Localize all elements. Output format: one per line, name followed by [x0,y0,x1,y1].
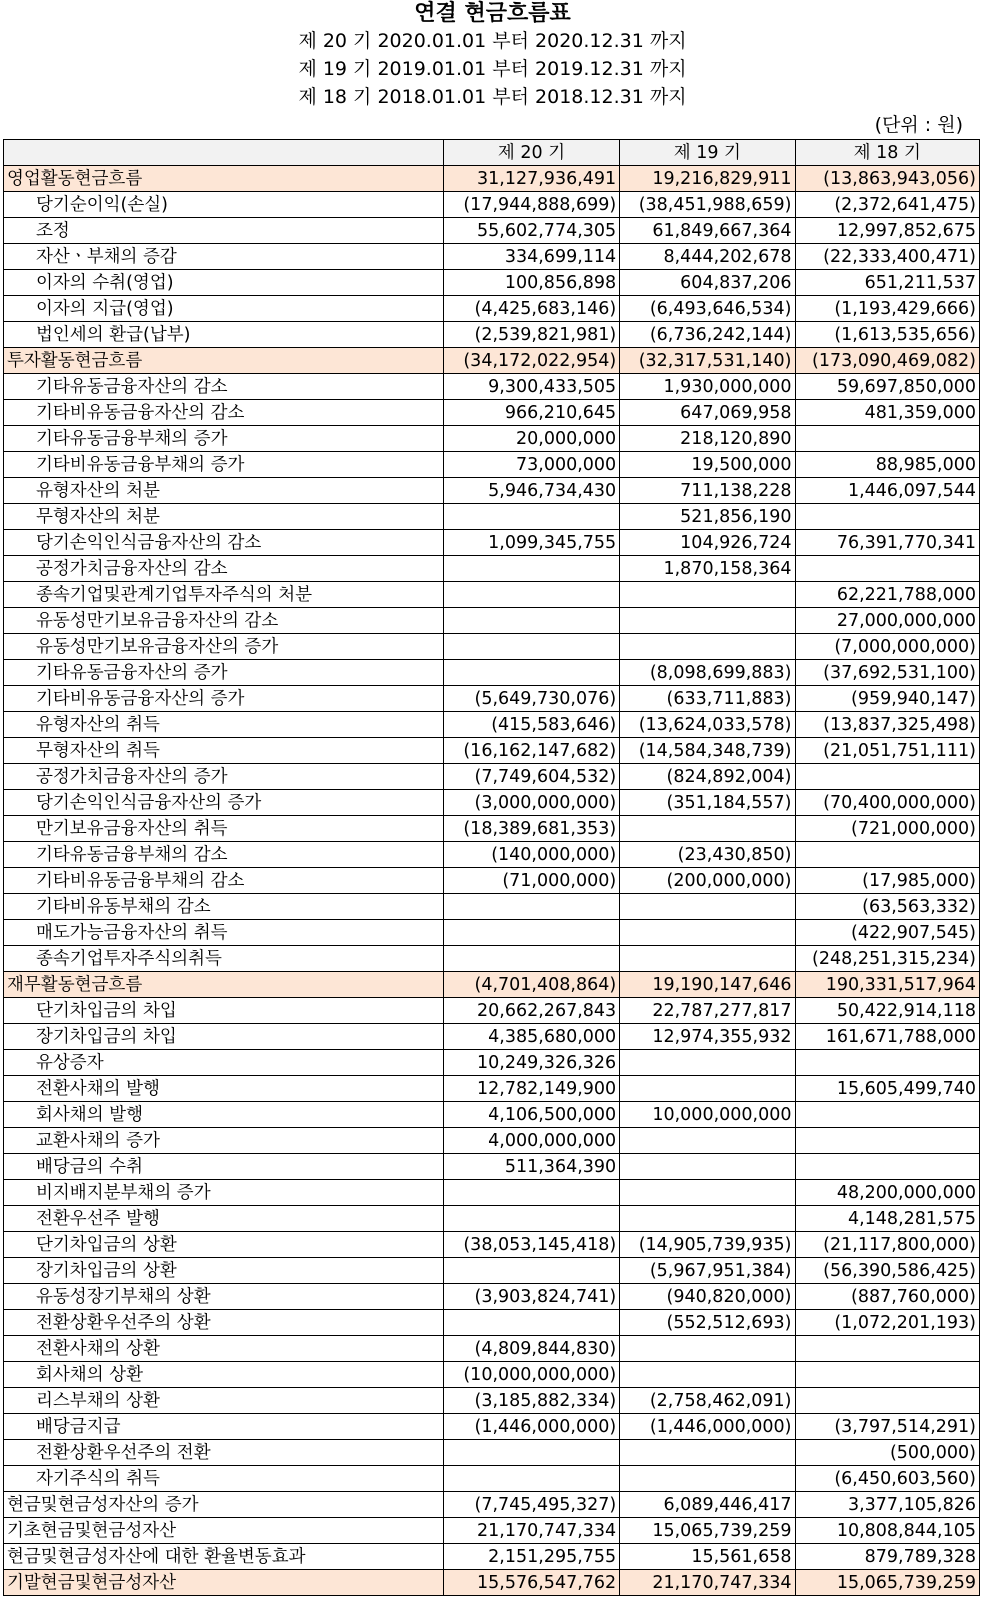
table-row [4,1492,980,1518]
value-period-20 [443,1180,619,1206]
row-label: 회사채의 상환 [4,1362,444,1388]
value-period-18: 76,391,770,341 [795,530,979,556]
value-period-20: (7,745,495,327) [443,1492,619,1518]
value-period-18: (21,051,751,111) [795,738,979,764]
value-period-19 [620,634,795,660]
table-row [4,400,980,426]
value-period-20: (3,903,824,741) [443,1284,619,1310]
row-label: 무형자산의 처분 [4,504,444,530]
value-period-18 [795,426,979,452]
row-label: 공정가치금융자산의 감소 [4,556,444,582]
value-period-18: 59,697,850,000 [795,374,979,400]
value-period-19 [620,1128,795,1154]
row-label: 리스부채의 상환 [4,1388,444,1414]
table-row [4,582,980,608]
value-period-18: (7,000,000,000) [795,634,979,660]
row-label: 만기보유금융자산의 취득 [4,816,444,842]
value-period-19 [620,1050,795,1076]
value-period-19: 19,190,147,646 [620,972,795,998]
value-period-18: (2,372,641,475) [795,192,979,218]
table-row [4,1102,980,1128]
value-period-19: (200,000,000) [620,868,795,894]
row-label: 이자의 수취(영업) [4,270,444,296]
row-label: 기말현금및현금성자산 [4,1570,444,1596]
value-period-18: (887,760,000) [795,1284,979,1310]
value-period-20: 100,856,898 [443,270,619,296]
table-row [4,972,980,998]
table-header-row [4,140,980,166]
table-row [4,868,980,894]
table-row [4,1544,980,1570]
table-row [4,920,980,946]
value-period-19: (32,317,531,140) [620,348,795,374]
value-period-19: 12,974,355,932 [620,1024,795,1050]
table-row [4,478,980,504]
value-period-20: 20,662,267,843 [443,998,619,1024]
table-row [4,374,980,400]
table-row [4,1570,980,1596]
value-period-18: (70,400,000,000) [795,790,979,816]
value-period-19: 647,069,958 [620,400,795,426]
table-row [4,998,980,1024]
row-label: 기타비유동금융부채의 감소 [4,868,444,894]
value-period-18 [795,556,979,582]
value-period-19: 604,837,206 [620,270,795,296]
value-period-19 [620,1336,795,1362]
value-period-20: (140,000,000) [443,842,619,868]
value-period-20: (7,749,604,532) [443,764,619,790]
value-period-19: (940,820,000) [620,1284,795,1310]
value-period-20 [443,1258,619,1284]
row-label: 전환사채의 발행 [4,1076,444,1102]
table-row [4,842,980,868]
value-period-18: 1,446,097,544 [795,478,979,504]
table-row [4,1050,980,1076]
value-period-18: (21,117,800,000) [795,1232,979,1258]
table-row [4,1284,980,1310]
row-label: 자산ㆍ부채의 증감 [4,244,444,270]
value-period-18: (248,251,315,234) [795,946,979,972]
cash-flow-table [3,139,980,1596]
row-label: 유형자산의 취득 [4,712,444,738]
value-period-18: 481,359,000 [795,400,979,426]
table-row [4,192,980,218]
table-row [4,1440,980,1466]
value-period-18: (1,613,535,656) [795,322,979,348]
row-label: 기타유동금융부채의 감소 [4,842,444,868]
value-period-18: (1,193,429,666) [795,296,979,322]
row-label: 기타비유동금융자산의 증가 [4,686,444,712]
value-period-19: (633,711,883) [620,686,795,712]
table-row [4,1310,980,1336]
value-period-20: (10,000,000,000) [443,1362,619,1388]
row-label: 기초현금및현금성자산 [4,1518,444,1544]
table-row [4,556,980,582]
value-period-20: 55,602,774,305 [443,218,619,244]
value-period-20 [443,1440,619,1466]
header-period-19: 제 19 기 [620,140,795,166]
value-period-20: (16,162,147,682) [443,738,619,764]
unit-label: (단위 : 원) [874,114,963,136]
row-label: 배당금지급 [4,1414,444,1440]
table-row [4,1362,980,1388]
value-period-20 [443,608,619,634]
table-row [4,1258,980,1284]
table-row [4,1388,980,1414]
value-period-20: 31,127,936,491 [443,166,619,192]
table-row [4,348,980,374]
row-label: 유동성장기부채의 상환 [4,1284,444,1310]
value-period-20 [443,634,619,660]
table-row [4,1128,980,1154]
value-period-18: 50,422,914,118 [795,998,979,1024]
value-period-18: (37,692,531,100) [795,660,979,686]
value-period-20: 966,210,645 [443,400,619,426]
value-period-20: (17,944,888,699) [443,192,619,218]
value-period-20: 12,782,149,900 [443,1076,619,1102]
row-label: 유동성만기보유금융자산의 증가 [4,634,444,660]
row-label: 이자의 지급(영업) [4,296,444,322]
value-period-18: 88,985,000 [795,452,979,478]
row-label: 영업활동현금흐름 [4,166,444,192]
table-row [4,790,980,816]
value-period-19: 1,930,000,000 [620,374,795,400]
value-period-19: (6,493,646,534) [620,296,795,322]
value-period-19: (13,624,033,578) [620,712,795,738]
value-period-18 [795,1128,979,1154]
value-period-18 [795,1388,979,1414]
value-period-18: (1,072,201,193) [795,1310,979,1336]
period-line-18: 제 18 기 2018.01.01 부터 2018.12.31 까지 [298,86,687,108]
row-label: 조정 [4,218,444,244]
value-period-19: 22,787,277,817 [620,998,795,1024]
value-period-18: 161,671,788,000 [795,1024,979,1050]
value-period-19: 19,500,000 [620,452,795,478]
table-row [4,634,980,660]
table-row [4,660,980,686]
value-period-19: 8,444,202,678 [620,244,795,270]
value-period-19 [620,1076,795,1102]
value-period-20: 4,385,680,000 [443,1024,619,1050]
value-period-19: (5,967,951,384) [620,1258,795,1284]
row-label: 종속기업투자주식의취득 [4,946,444,972]
value-period-19: 1,870,158,364 [620,556,795,582]
table-row [4,764,980,790]
header-period-20: 제 20 기 [443,140,619,166]
row-label: 종속기업및관계기업투자주식의 처분 [4,582,444,608]
row-label: 기타유동금융자산의 감소 [4,374,444,400]
value-period-19: (38,451,988,659) [620,192,795,218]
row-label: 공정가치금융자산의 증가 [4,764,444,790]
value-period-19: (2,758,462,091) [620,1388,795,1414]
row-label: 교환사채의 증가 [4,1128,444,1154]
row-label: 기타비유동부채의 감소 [4,894,444,920]
value-period-20: (415,583,646) [443,712,619,738]
table-row [4,452,980,478]
header-label-column [4,140,444,166]
value-period-19: (1,446,000,000) [620,1414,795,1440]
row-label: 유상증자 [4,1050,444,1076]
value-period-20: 15,576,547,762 [443,1570,619,1596]
value-period-19: (8,098,699,883) [620,660,795,686]
value-period-20: (71,000,000) [443,868,619,894]
row-label: 투자활동현금흐름 [4,348,444,374]
row-label: 당기손익인식금융자산의 증가 [4,790,444,816]
value-period-18: 15,605,499,740 [795,1076,979,1102]
value-period-18: (17,985,000) [795,868,979,894]
value-period-19 [620,1206,795,1232]
value-period-20 [443,1310,619,1336]
row-label: 장기차입금의 상환 [4,1258,444,1284]
value-period-19: 15,065,739,259 [620,1518,795,1544]
header-period-18: 제 18 기 [795,140,979,166]
value-period-20 [443,1206,619,1232]
value-period-19 [620,1466,795,1492]
value-period-18 [795,504,979,530]
value-period-19 [620,1440,795,1466]
row-label: 기타비유동금융자산의 감소 [4,400,444,426]
value-period-18 [795,764,979,790]
table-row [4,1180,980,1206]
row-label: 기타유동금융부채의 증가 [4,426,444,452]
value-period-18: (63,563,332) [795,894,979,920]
value-period-18: 4,148,281,575 [795,1206,979,1232]
row-label: 전환우선주 발행 [4,1206,444,1232]
row-label: 기타유동금융자산의 증가 [4,660,444,686]
value-period-19: (23,430,850) [620,842,795,868]
value-period-18: (6,450,603,560) [795,1466,979,1492]
table-row [4,244,980,270]
value-period-19: 218,120,890 [620,426,795,452]
value-period-20: 4,000,000,000 [443,1128,619,1154]
value-period-19 [620,582,795,608]
value-period-18: (3,797,514,291) [795,1414,979,1440]
value-period-20: 20,000,000 [443,426,619,452]
value-period-18: 651,211,537 [795,270,979,296]
value-period-20: 73,000,000 [443,452,619,478]
table-row [4,608,980,634]
value-period-19: (14,905,739,935) [620,1232,795,1258]
value-period-20: (34,172,022,954) [443,348,619,374]
value-period-18: (721,000,000) [795,816,979,842]
table-row [4,1518,980,1544]
row-label: 장기차입금의 차입 [4,1024,444,1050]
value-period-20 [443,504,619,530]
row-label: 현금및현금성자산에 대한 환율변동효과 [4,1544,444,1570]
row-label: 자기주식의 취득 [4,1466,444,1492]
value-period-20: 21,170,747,334 [443,1518,619,1544]
value-period-18 [795,1154,979,1180]
table-row [4,738,980,764]
value-period-18: 62,221,788,000 [795,582,979,608]
value-period-19 [620,946,795,972]
value-period-20: (18,389,681,353) [443,816,619,842]
row-label: 법인세의 환급(납부) [4,322,444,348]
table-row [4,530,980,556]
value-period-19: 521,856,190 [620,504,795,530]
value-period-20: 10,249,326,326 [443,1050,619,1076]
table-row [4,270,980,296]
row-label: 매도가능금융자산의 취득 [4,920,444,946]
value-period-18: (959,940,147) [795,686,979,712]
table-row [4,1414,980,1440]
value-period-19: 21,170,747,334 [620,1570,795,1596]
table-row [4,166,980,192]
value-period-18: (13,837,325,498) [795,712,979,738]
value-period-18: 12,997,852,675 [795,218,979,244]
table-row [4,296,980,322]
value-period-18 [795,1336,979,1362]
table-row [4,946,980,972]
value-period-18: 48,200,000,000 [795,1180,979,1206]
period-line-19: 제 19 기 2019.01.01 부터 2019.12.31 까지 [298,58,687,80]
row-label: 배당금의 수취 [4,1154,444,1180]
value-period-19: 61,849,667,364 [620,218,795,244]
value-period-20: 5,946,734,430 [443,478,619,504]
table-row [4,1466,980,1492]
table-row [4,1336,980,1362]
row-label: 재무활동현금흐름 [4,972,444,998]
value-period-19 [620,816,795,842]
value-period-20: 4,106,500,000 [443,1102,619,1128]
table-row [4,322,980,348]
value-period-20 [443,556,619,582]
value-period-19: 6,089,446,417 [620,1492,795,1518]
value-period-18: (13,863,943,056) [795,166,979,192]
value-period-20: (4,425,683,146) [443,296,619,322]
value-period-19: (6,736,242,144) [620,322,795,348]
value-period-19 [620,1154,795,1180]
value-period-19 [620,894,795,920]
row-label: 전환사채의 상환 [4,1336,444,1362]
value-period-19: (14,584,348,739) [620,738,795,764]
table-row [4,816,980,842]
value-period-18: (422,907,545) [795,920,979,946]
value-period-19 [620,608,795,634]
row-label: 기타비유동금융부채의 증가 [4,452,444,478]
value-period-18 [795,1102,979,1128]
table-row [4,504,980,530]
row-label: 무형자산의 취득 [4,738,444,764]
value-period-20: (5,649,730,076) [443,686,619,712]
value-period-18: 879,789,328 [795,1544,979,1570]
value-period-18: (56,390,586,425) [795,1258,979,1284]
value-period-20: 511,364,390 [443,1154,619,1180]
row-label: 당기순이익(손실) [4,192,444,218]
value-period-19 [620,920,795,946]
value-period-20 [443,582,619,608]
row-label: 단기차입금의 차입 [4,998,444,1024]
value-period-18 [795,1362,979,1388]
table-row [4,1024,980,1050]
value-period-20: 9,300,433,505 [443,374,619,400]
value-period-20: (2,539,821,981) [443,322,619,348]
row-label: 현금및현금성자산의 증가 [4,1492,444,1518]
row-label: 유형자산의 처분 [4,478,444,504]
table-row [4,218,980,244]
value-period-20 [443,894,619,920]
table-body [4,166,980,1596]
value-period-18 [795,1050,979,1076]
value-period-20: 2,151,295,755 [443,1544,619,1570]
value-period-18: 27,000,000,000 [795,608,979,634]
row-label: 당기손익인식금융자산의 감소 [4,530,444,556]
value-period-20: (3,185,882,334) [443,1388,619,1414]
table-row [4,686,980,712]
value-period-20 [443,660,619,686]
value-period-19: (552,512,693) [620,1310,795,1336]
value-period-20 [443,920,619,946]
table-row [4,1232,980,1258]
table-row [4,712,980,738]
value-period-18: (22,333,400,471) [795,244,979,270]
value-period-20: 334,699,114 [443,244,619,270]
row-label: 비지배지분부채의 증가 [4,1180,444,1206]
value-period-20: (3,000,000,000) [443,790,619,816]
table-row [4,1206,980,1232]
value-period-20 [443,1466,619,1492]
value-period-19 [620,1362,795,1388]
value-period-18: 10,808,844,105 [795,1518,979,1544]
table-row [4,1076,980,1102]
value-period-18: 190,331,517,964 [795,972,979,998]
table-row [4,426,980,452]
row-label: 회사채의 발행 [4,1102,444,1128]
value-period-19: 10,000,000,000 [620,1102,795,1128]
value-period-20: (38,053,145,418) [443,1232,619,1258]
value-period-20: 1,099,345,755 [443,530,619,556]
value-period-19: 104,926,724 [620,530,795,556]
value-period-18 [795,842,979,868]
value-period-19: 15,561,658 [620,1544,795,1570]
table-row [4,1154,980,1180]
value-period-18: 3,377,105,826 [795,1492,979,1518]
value-period-20 [443,946,619,972]
value-period-19: (351,184,557) [620,790,795,816]
table-row [4,894,980,920]
value-period-18: (173,090,469,082) [795,348,979,374]
value-period-18: 15,065,739,259 [795,1570,979,1596]
value-period-20: (4,701,408,864) [443,972,619,998]
value-period-19: 19,216,829,911 [620,166,795,192]
period-line-20: 제 20 기 2020.01.01 부터 2020.12.31 까지 [298,30,687,52]
statement-title: 연결 현금흐름표 [414,1,571,26]
value-period-19: (824,892,004) [620,764,795,790]
row-label: 전환상환우선주의 전환 [4,1440,444,1466]
value-period-18: (500,000) [795,1440,979,1466]
value-period-20: (1,446,000,000) [443,1414,619,1440]
value-period-19 [620,1180,795,1206]
row-label: 단기차입금의 상환 [4,1232,444,1258]
row-label: 유동성만기보유금융자산의 감소 [4,608,444,634]
value-period-19: 711,138,228 [620,478,795,504]
value-period-20: (4,809,844,830) [443,1336,619,1362]
row-label: 전환상환우선주의 상환 [4,1310,444,1336]
